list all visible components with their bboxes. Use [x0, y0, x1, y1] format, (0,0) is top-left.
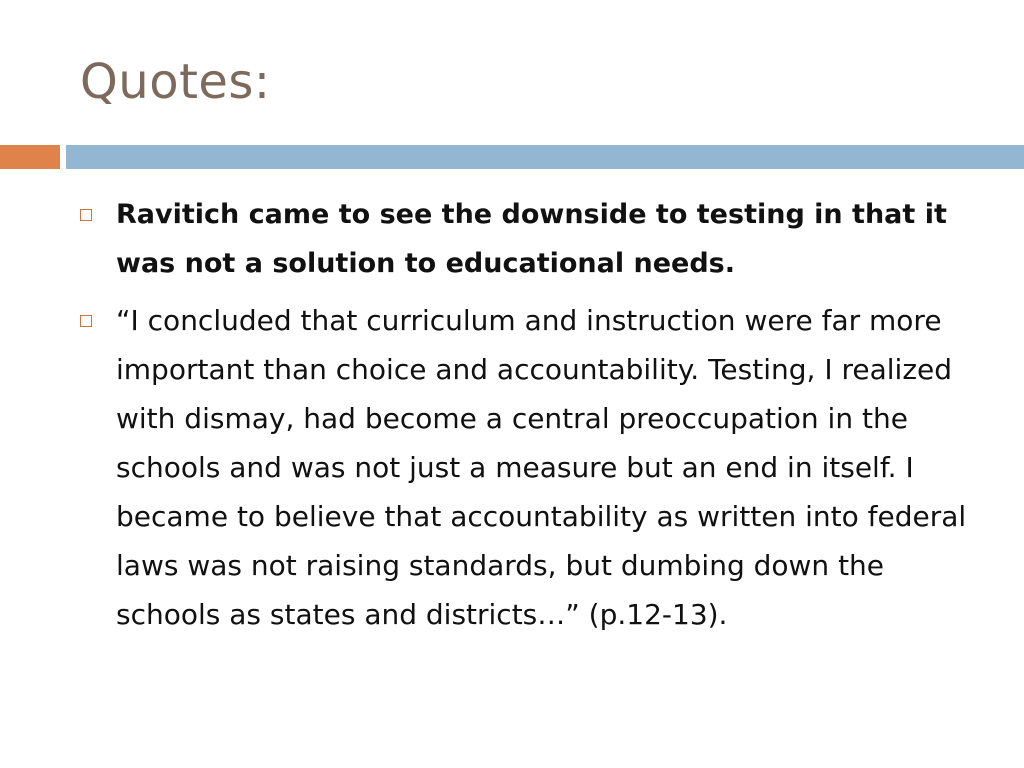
hollow-square-icon [80, 209, 92, 221]
hollow-square-icon [80, 315, 92, 327]
bullet-item [78, 190, 978, 288]
bullet-item [78, 296, 978, 639]
title-accent-bar-blue [66, 145, 1024, 169]
slide-title: Quotes: [80, 54, 271, 110]
bullet-text-quote: “I concluded that curriculum and instruction were far more important than choice and accountability. Testing, I realized with dismay, had become a central preoccupation in the schools and was not just a measure but an end in itself. I became to believe that accountability as written into federal laws was not raising standards, but dumbing down the schools as states and districts…” (p.12-13). [116, 304, 967, 631]
bullet-text-ravitch-summary: Ravitich came to see the downside to testing in that it was not a solution to educational needs. [116, 199, 947, 279]
bullet-list [78, 190, 978, 647]
title-accent-bar-orange [0, 145, 60, 169]
